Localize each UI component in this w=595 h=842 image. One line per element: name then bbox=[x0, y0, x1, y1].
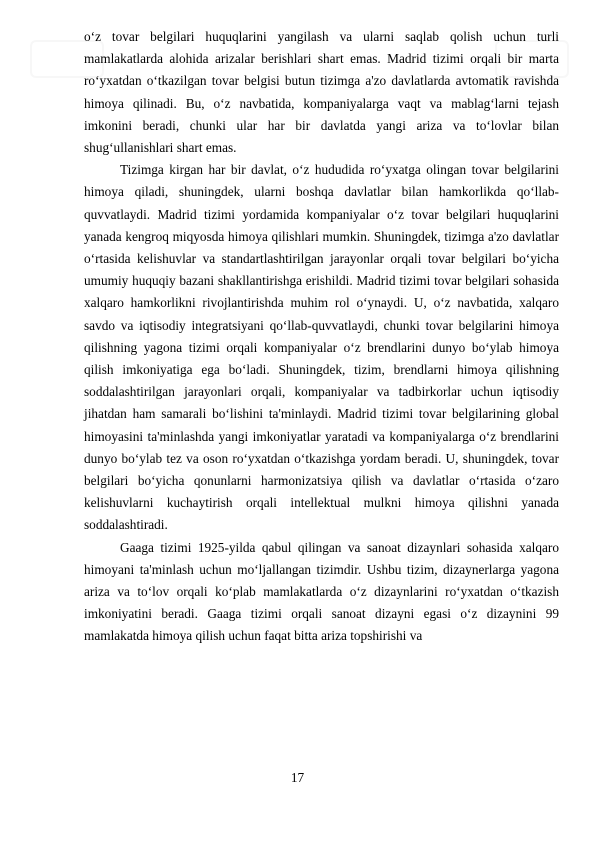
paragraph: Gaaga tizimi 1925-yilda qabul qilingan va sanoat dizaynlari sohasida xalqaro himoyani ta'minlash uchun mo‘ljallangan tizimdir. Ushbu tizim, dizaynerlarga yagona ariza va to‘lov orqali ko‘plab mamlakatlarda o‘z dizaynlarini ro‘yxatdan o‘tkazish imkoniyatini beradi. Gaaga tizimi orqali sanoat dizayni egasi o‘z dizaynini 99 mamlakatda himoya qilish uchun faqat bitta ariza topshirishi va bbox=[84, 539, 559, 644]
body-text bbox=[84, 26, 559, 648]
page-number: 17 bbox=[290, 770, 305, 785]
paragraph: o‘z tovar belgilari huquqlarini yangilash va ularni saqlab qolish uchun turli mamlakatlarda alohida arizalar berishlari shart emas. Madrid tizimi orqali bir marta ro‘yxatdan o‘tkazilgan tovar belgisi butun tizimga a'zo davlatlarda avtomatik ravishda himoya qilinadi. Bu, o‘z navbatida, kompaniyalarga vaqt va mablag‘larni tejash imkonini beradi, chunki ular har bir davlatda yangi ariza va to‘lovlar bilan shug‘ullanishlari shart emas. bbox=[84, 29, 559, 156]
paragraph: Tizimga kirgan har bir davlat, o‘z hududida ro‘yxatga olingan tovar belgilarini himoya qiladi, shuningdek, ularni boshqa davlatlar bilan hamkorlikda qo‘llab-quvvatlaydi. Madrid tizimi yordamida kompaniyalar o‘z tovar belgilari huquqlarini yanada kengroq miqyosda himoya qilishlari mumkin. Shuningdek, tizimga a'zo davlatlar o‘rtasida kelishuvlar va standartlashtirilgan jarayonlar orqali tovar belgilari bo‘yicha umumiy huquqiy bazani shakllantirishga erishildi. Madrid tizimi tovar belgilari sohasida xalqaro hamkorlikni rivojlantirishda muhim rol o‘ynaydi. U, o‘z navbatida, xalqaro savdo va iqtisodiy integratsiyani qo‘llab-quvvatlaydi, chunki tovar belgilarini himoya qilishning yagona tizimi orqali kompaniyalar o‘z brendlarini dunyo bo‘ylab himoya qilish imkoniyatiga ega bo‘ladi. Shuningdek, tizim, brendlarni himoya qilishning soddalashtirilgan jarayonlari orqali, kompaniyalar va tadbirkorlar uchun iqtisodiy jihatdan ham samarali bo‘lishini ta'minlaydi. Madrid tizimi tovar belgilarining global himoyasini ta'minlashda yangi imkoniyatlar yaratadi va kompaniyalarga o‘z brendlarini dunyo bo‘ylab tez va oson ro‘yxatdan o‘tkazishga yordam beradi. U, shuningdek, tovar belgilari bo‘yicha qonunlarni harmonizatsiya qilish va davlatlar o‘rtasida o‘zaro kelishuvlarni kuchaytirish orqali intellektual mulkni himoya qilishni yanada soddalashtiradi. bbox=[84, 162, 559, 533]
